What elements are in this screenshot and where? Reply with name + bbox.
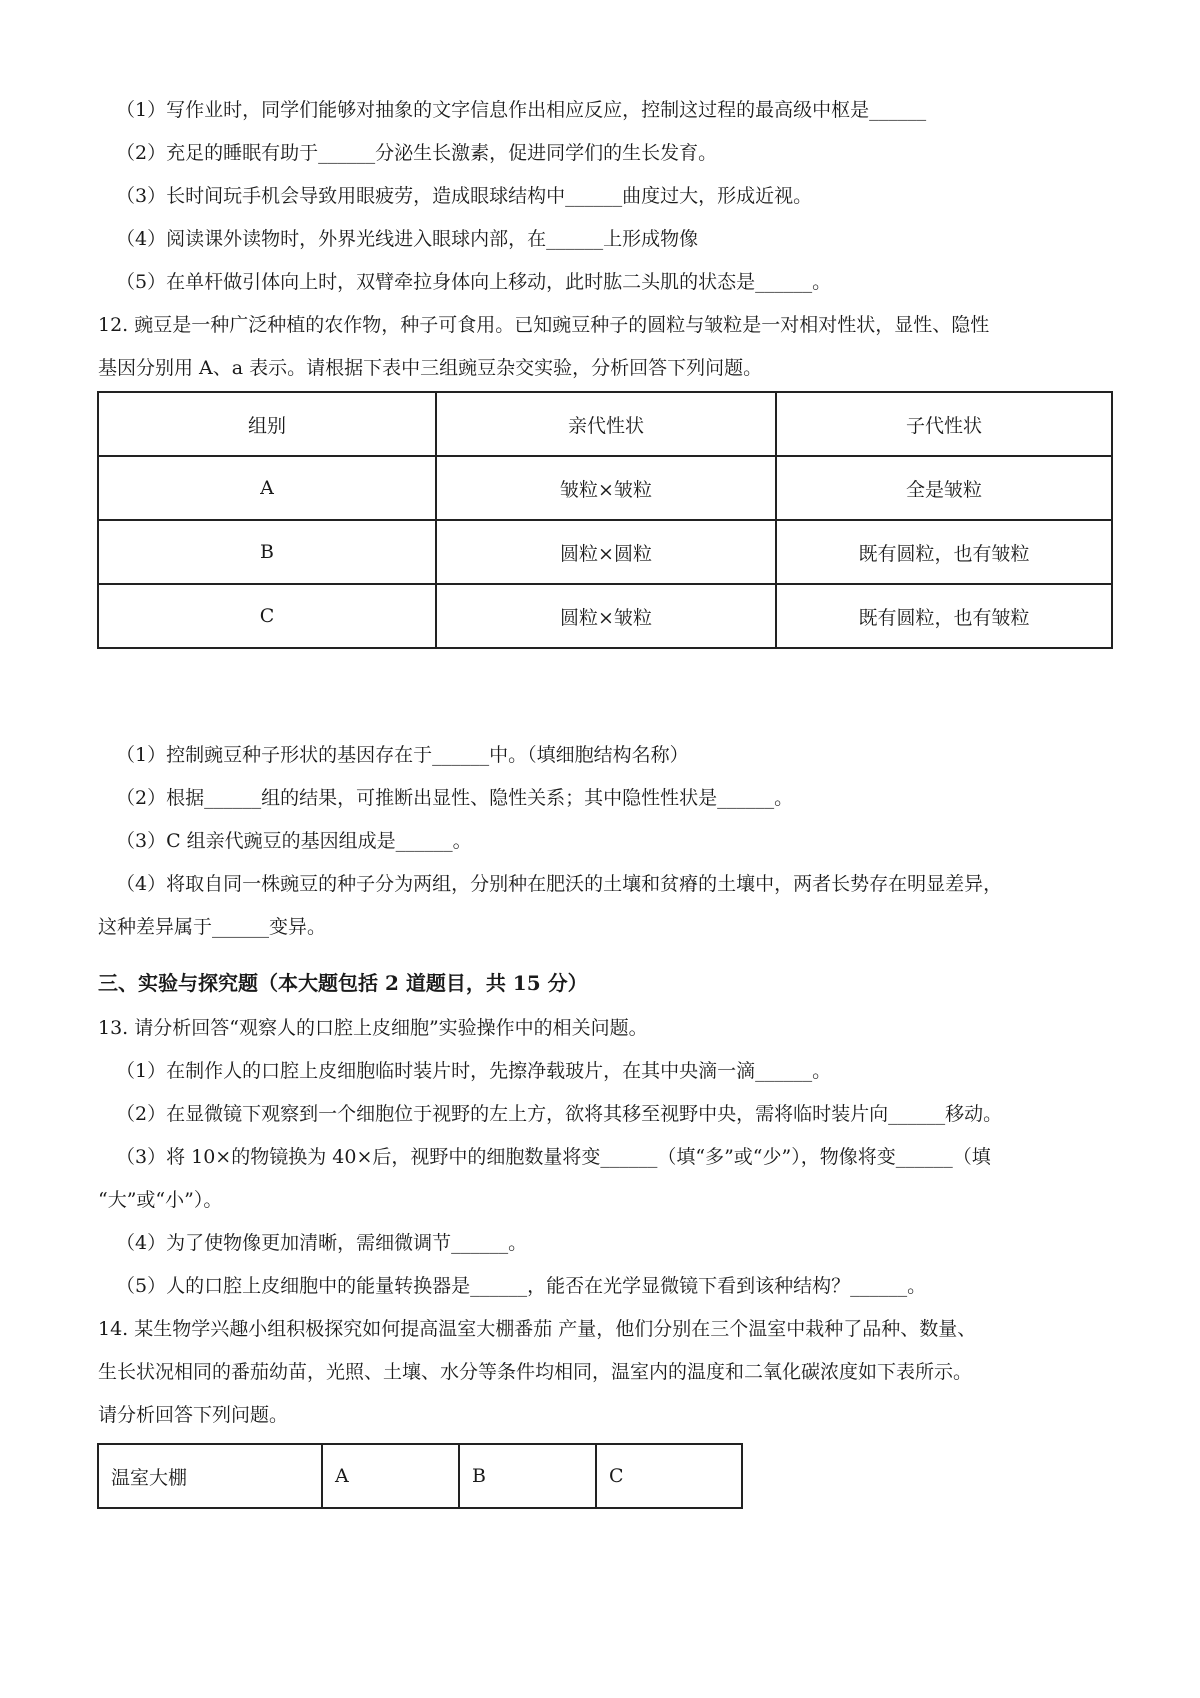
q13-item-2: （2）在显微镜下观察到一个细胞位于视野的左上方，欲将其移至视野中央，需将临时装片向______移动。 bbox=[116, 1103, 1003, 1125]
q12-cross-table bbox=[97, 391, 1113, 649]
table-cell: B bbox=[459, 1444, 596, 1508]
q12-stem-line2: 基因分别用 A、a 表示。请根据下表中三组豌豆杂交实验，分析回答下列问题。 bbox=[98, 357, 763, 379]
table-cell: 皱粒×皱粒 bbox=[436, 456, 776, 520]
table-header-cell: 亲代性状 bbox=[436, 392, 776, 456]
q12-item-2: （2）根据______组的结果，可推断出显性、隐性关系；其中隐性性状是______。 bbox=[116, 787, 794, 809]
q13-stem: 13. 请分析回答“观察人的口腔上皮细胞”实验操作中的相关问题。 bbox=[98, 1017, 648, 1039]
q14-stem-line1: 14. 某生物学兴趣小组积极探究如何提高温室大棚番茄 产量，他们分别在三个温室中栽种了品种、数量、 bbox=[98, 1318, 977, 1340]
table-cell: 圆粒×圆粒 bbox=[436, 520, 776, 584]
table-cell: C bbox=[98, 584, 436, 648]
q11-item-2: （2）充足的睡眠有助于______分泌生长激素，促进同学们的生长发育。 bbox=[116, 142, 718, 164]
q12-item-4-cont: 这种差异属于______变异。 bbox=[98, 916, 327, 938]
table-cell: 圆粒×皱粒 bbox=[436, 584, 776, 648]
table-row bbox=[98, 456, 1112, 520]
q13-item-4: （4）为了使物像更加清晰，需细微调节______。 bbox=[116, 1232, 528, 1254]
table-cell: C bbox=[596, 1444, 742, 1508]
q11-item-1: （1）写作业时，同学们能够对抽象的文字信息作出相应反应，控制这过程的最高级中枢是______ bbox=[116, 99, 927, 121]
table-header-cell: 子代性状 bbox=[776, 392, 1112, 456]
q11-item-5: （5）在单杆做引体向上时，双臂牵拉身体向上移动，此时肱二头肌的状态是______。 bbox=[116, 271, 832, 293]
table-row bbox=[98, 584, 1112, 648]
q13-item-3-cont: “大”或“小”）。 bbox=[98, 1189, 223, 1211]
q12-stem-line1: 12. 豌豆是一种广泛种植的农作物，种子可食用。已知豌豆种子的圆粒与皱粒是一对相对性状，显性、隐性 bbox=[98, 314, 990, 336]
q13-item-5: （5）人的口腔上皮细胞中的能量转换器是______，能否在光学显微镜下看到该种结构？______。 bbox=[116, 1275, 927, 1297]
q11-item-4: （4）阅读课外读物时，外界光线进入眼球内部，在______上形成物像 bbox=[116, 228, 699, 250]
q13-item-1: （1）在制作人的口腔上皮细胞临时装片时，先擦净载玻片，在其中央滴一滴______。 bbox=[116, 1060, 832, 1082]
table-cell: A bbox=[98, 456, 436, 520]
q14-stem-line3: 请分析回答下列问题。 bbox=[98, 1404, 289, 1426]
table-row bbox=[98, 1444, 742, 1508]
table-cell: 既有圆粒，也有皱粒 bbox=[776, 520, 1112, 584]
table-cell: A bbox=[322, 1444, 459, 1508]
q14-stem-line2: 生长状况相同的番茄幼苗，光照、土壤、水分等条件均相同，温室内的温度和二氧化碳浓度如下表所示。 bbox=[98, 1361, 973, 1383]
q11-item-3: （3）长时间玩手机会导致用眼疲劳，造成眼球结构中______曲度过大，形成近视。 bbox=[116, 185, 813, 207]
section-title: 三、实验与探究题（本大题包括 2 道题目，共 15 分） bbox=[98, 971, 588, 995]
table-cell: 全是皱粒 bbox=[776, 456, 1112, 520]
table-header-cell: 组别 bbox=[98, 392, 436, 456]
table-cell: B bbox=[98, 520, 436, 584]
table-cell: 温室大棚 bbox=[98, 1444, 322, 1508]
table-header-row bbox=[98, 392, 1112, 456]
q13-item-3: （3）将 10×的物镜换为 40×后，视野中的细胞数量将变______（填“多”或“少”），物像将变______（填 bbox=[116, 1146, 991, 1168]
q12-item-3: （3）C 组亲代豌豆的基因组成是______。 bbox=[116, 830, 472, 852]
q12-item-1: （1）控制豌豆种子形状的基因存在于______中。（填细胞结构名称） bbox=[116, 744, 689, 766]
table-row bbox=[98, 520, 1112, 584]
q12-item-4: （4）将取自同一株豌豆的种子分为两组，分别种在肥沃的土壤和贫瘠的土壤中，两者长势存在明显差异， bbox=[116, 873, 1003, 895]
table-cell: 既有圆粒，也有皱粒 bbox=[776, 584, 1112, 648]
q14-greenhouse-table bbox=[97, 1443, 743, 1509]
